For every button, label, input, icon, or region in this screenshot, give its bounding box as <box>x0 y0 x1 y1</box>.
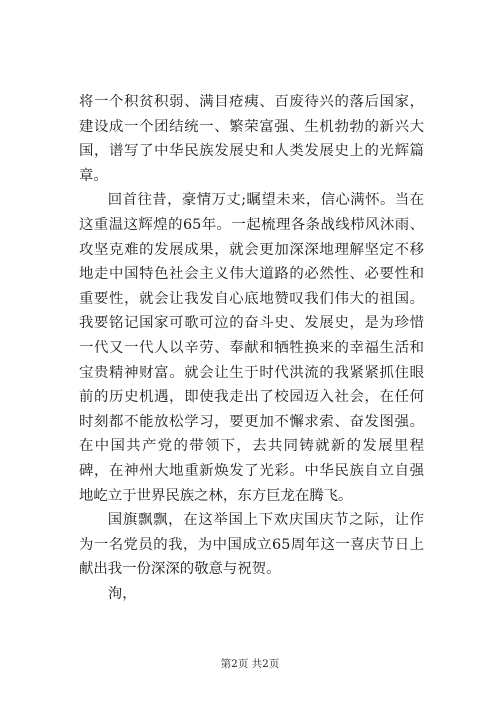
paragraph-2: 回首往昔，豪情万丈;瞩望未来，信心满怀。当在这重温这辉煌的65年。一起梳理各条战线栉风沐雨、攻坚克难的发展成果，就会更加深深地理解坚定不移地走中国特色社会主义伟大道路的必然性、必要性和重要性，就会让我发自心底地赞叹我们伟大的祖国。我要铭记国家可歌可泣的奋斗史、发展史，是为珍惜一代又一代人以辛劳、奉献和牺牲换来的幸福生活和宝贵精神财富。就会让生于时代洪流的我紧紧抓住眼前的历史机遇，即使我走出了校园迈入社会，在任何时刻都不能放松学习，要更加不懈求索、奋发图强。在中国共产党的带领下，去共同铸就新的发展里程碑，在神州大地重新焕发了光彩。中华民族自立自强地屹立于世界民族之林，东方巨龙在腾飞。 <box>79 192 424 504</box>
page-number-footer: 第2页 共2页 <box>220 658 280 670</box>
paragraph-4: 洵， <box>107 585 137 602</box>
document-body <box>79 90 424 606</box>
paragraph-1: 将一个积贫积弱、满目疮痍、百废待兴的落后国家，建设成一个团结统一、繁荣富强、生机勃勃的新兴大国，谱写了中华民族发展史和人类发展史上的光辉篇章。 <box>79 94 424 184</box>
paragraph-3: 国旗飘飘，在这举国上下欢庆国庆节之际，让作为一名党员的我，为中国成立65周年这一喜庆节日上献出我一份深深的敬意与祝贺。 <box>79 512 424 578</box>
